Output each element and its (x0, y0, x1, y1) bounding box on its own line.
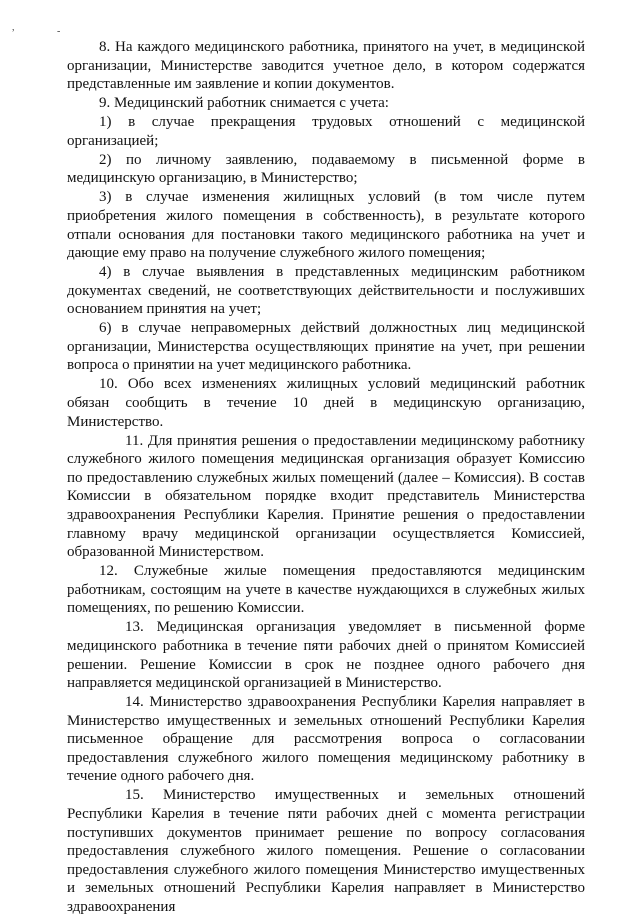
subitem-9-6: 6) в случае неправомерных действий должностных лиц медицинской организации, Министерства осуществляющих принятие на учет, при решении вопроса о принятии на учет медицинского работника. (67, 320, 585, 374)
subitem-9-3: 3) в случае изменения жилищных условий (в том числе путем приобретения жилого помещения в собственность), в результате которого отпали основания для постановки такого медицинского работника на учет и дающие ему право на получение служебного жилого помещения; (67, 189, 585, 262)
paragraph-item-8: 8. На каждого медицинского работника, принятого на учет, в медицинской организации, Министерстве заводится учетное дело, в котором содержатся представленные им заявление и копии документов. (67, 39, 585, 93)
scan-mark: , (12, 22, 15, 33)
paragraph-item-11: 11. Для принятия решения о предоставлении медицинскому работнику служебного жилого помещения медицинская организация образует Комиссию по предоставлению служебных жилых помещений (далее – Комиссия). В состав Комиссии в обязательном порядке входит представитель Министерства здравоохранения Республики Карелия. Принятие решения о предоставлении главному врачу медицинской организации осуществляется Комиссией, образованной Министерством. (67, 432, 585, 561)
subitem-9-1: 1) в случае прекращения трудовых отношений с медицинской организацией; (67, 114, 585, 149)
paragraph-item-14: 14. Министерство здравоохранения Республики Карелия направляет в Министерство имущественных и земельных отношений Республики Карелия письменное обращение для рассмотрения вопроса о согласовании предоставления служебного жилого помещения медицинскому работнику в течение одного рабочего дня. (67, 694, 585, 785)
paragraph-item-15: 15. Министерство имущественных и земельных отношений Республики Карелия в течение пяти рабочих дней с момента регистрации поступивших документов принимает решение по вопросу согласования предоставления служебного жилого помещения. Решение о согласовании предоставления служебного жилого помещения Министерство имущественных и земельных отношений Республики Карелия направляет в Министерство здравоохранения (67, 787, 585, 915)
paragraph-item-10: 10. Обо всех изменениях жилищных условий медицинский работник обязан сообщить в течение 10 дней в медицинскую организацию, Министерство. (67, 376, 585, 430)
document-body (67, 38, 585, 917)
paragraph-item-9: 9. Медицинский работник снимается с учета: (99, 95, 389, 112)
subitem-9-4: 4) в случае выявления в представленных медицинским работником документах сведений, не соответствующих действительности и послуживших основанием принятия на учет; (67, 264, 585, 318)
subitem-9-2: 2) по личному заявлению, подаваемому в письменной форме в медицинскую организацию, в Министерство; (67, 151, 585, 187)
scan-mark: - (57, 26, 61, 37)
paragraph-item-13: 13. Медицинская организация уведомляет в письменной форме медицинского работника в течение пяти рабочих дней о принятом Комиссией решении. Решение Комиссии в срок не позднее одного рабочего дня направляется медицинской организацией в Министерство. (67, 619, 585, 692)
paragraph-item-12: 12. Служебные жилые помещения предоставляются медицинским работникам, состоящим на учете в качестве нуждающихся в служебных жилых помещениях, по решению Комиссии. (67, 563, 585, 617)
